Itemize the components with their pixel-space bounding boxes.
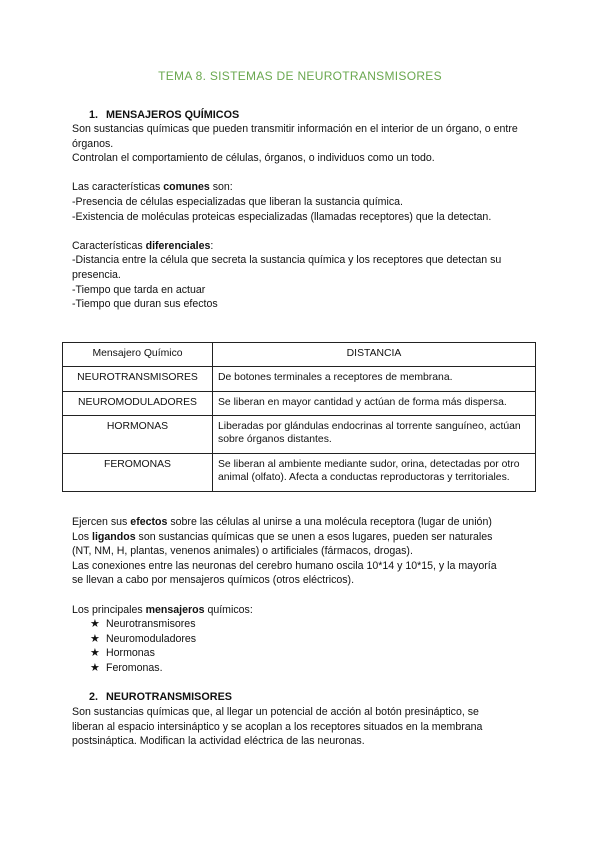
effects-line-2: Los ligandos son sustancias químicas que se unen a esos lugares, pueden ser naturales xyxy=(72,530,493,543)
messenger-table xyxy=(62,342,536,492)
section-2-heading xyxy=(89,690,232,705)
table-cell-name: NEUROTRANSMISORES xyxy=(63,366,213,391)
list-item: ★ Neurotransmisores xyxy=(90,618,196,631)
table-cell-desc: Se liberan en mayor cantidad y actúan de forma más dispersa. xyxy=(213,391,536,416)
diff-item-3: -Tiempo que tarda en actuar xyxy=(72,283,206,296)
section-2-number: 2. xyxy=(89,691,99,703)
section-1-heading xyxy=(89,108,239,123)
intro-line-1: Son sustancias químicas que pueden transmitir información en el interior de un órgano, o entre xyxy=(72,123,518,135)
table-cell-name: NEUROMODULADORES xyxy=(63,391,213,416)
diff-item-1: -Distancia entre la célula que secreta la sustancia química y los receptores que detectan su xyxy=(72,254,502,267)
list-item: ★ Neuromoduladores xyxy=(90,632,197,645)
principal-messengers-list xyxy=(72,617,527,675)
list-item: ★ Feromonas. xyxy=(90,661,163,674)
page-title: TEMA 8. SISTEMAS DE NEUROTRANSMISORES xyxy=(158,69,442,83)
effects-line-4: Las conexiones entre las neuronas del cerebro humano oscila 10*14 y 10*15, y la mayoría xyxy=(72,559,497,572)
table-cell-desc: De botones terminales a receptores de membrana. xyxy=(213,366,536,391)
star-bullet-icon: ★ xyxy=(90,647,100,660)
section-2-title: NEUROTRANSMISORES xyxy=(106,691,232,703)
table-cell-desc: Liberadas por glándulas endocrinas al torrente sanguíneo, actúan sobre órganos distantes. xyxy=(213,416,536,454)
nt-line-2: liberan al espacio intersináptico y se acoplan a los receptores situados en la membrana xyxy=(72,720,483,733)
list-item: ★ Hormonas xyxy=(90,647,155,660)
section-1-title: MENSAJEROS QUÍMICOS xyxy=(106,109,240,121)
table-header-messenger: Mensajero Químico xyxy=(63,343,213,367)
effects-line-1: Ejercen sus efectos sobre las células al unirse a una molécula receptora (lugar de unión) xyxy=(72,516,492,528)
diff-item-4: -Tiempo que duran sus efectos xyxy=(72,298,218,311)
table-row xyxy=(63,416,536,454)
differential-characteristics-intro: Características diferenciales: xyxy=(72,239,214,252)
effects-line-5: se llevan a cabo por mensajeros químicos (otros eléctricos). xyxy=(72,574,355,587)
common-characteristics-intro: Las características comunes son: xyxy=(72,181,233,194)
common-item-2: -Existencia de moléculas proteicas especializadas (llamadas receptores) que la detectan. xyxy=(72,210,492,223)
table-header-distance: DISTANCIA xyxy=(213,343,536,367)
intro-line-3: Controlan el comportamiento de células, órganos, o individuos como un todo. xyxy=(72,152,435,165)
effects-paragraph xyxy=(72,515,527,676)
principal-messengers-intro: Los principales mensajeros químicos: xyxy=(72,603,253,616)
diff-item-2: presencia. xyxy=(72,268,121,281)
nt-line-3: postsináptica. Modifican la actividad eléctrica de las neuronas. xyxy=(72,735,365,748)
table-cell-desc: Se liberan al ambiente mediante sudor, orina, detectadas por otro animal (olfato). Afecta a conductas reproductoras y territoriales. xyxy=(213,453,536,491)
table-row xyxy=(63,453,536,491)
table-cell-name: HORMONAS xyxy=(63,416,213,454)
star-bullet-icon: ★ xyxy=(90,661,100,674)
section-1-body xyxy=(72,122,527,312)
section-2-body xyxy=(72,705,527,749)
table-header-row xyxy=(63,343,536,367)
table-row xyxy=(63,366,536,391)
effects-line-3: (NT, NM, H, plantas, venenos animales) o artificiales (fármacos, drogas). xyxy=(72,545,413,558)
star-bullet-icon: ★ xyxy=(90,618,100,631)
star-bullet-icon: ★ xyxy=(90,632,100,645)
nt-line-1: Son sustancias químicas que, al llegar un potencial de acción al botón presináptico, se xyxy=(72,706,479,718)
common-item-1: -Presencia de células especializadas que liberan la sustancia química. xyxy=(72,195,403,208)
table-row xyxy=(63,391,536,416)
section-1-number: 1. xyxy=(89,109,99,121)
table-cell-name: FEROMONAS xyxy=(63,453,213,491)
intro-line-2: órganos. xyxy=(72,137,114,150)
